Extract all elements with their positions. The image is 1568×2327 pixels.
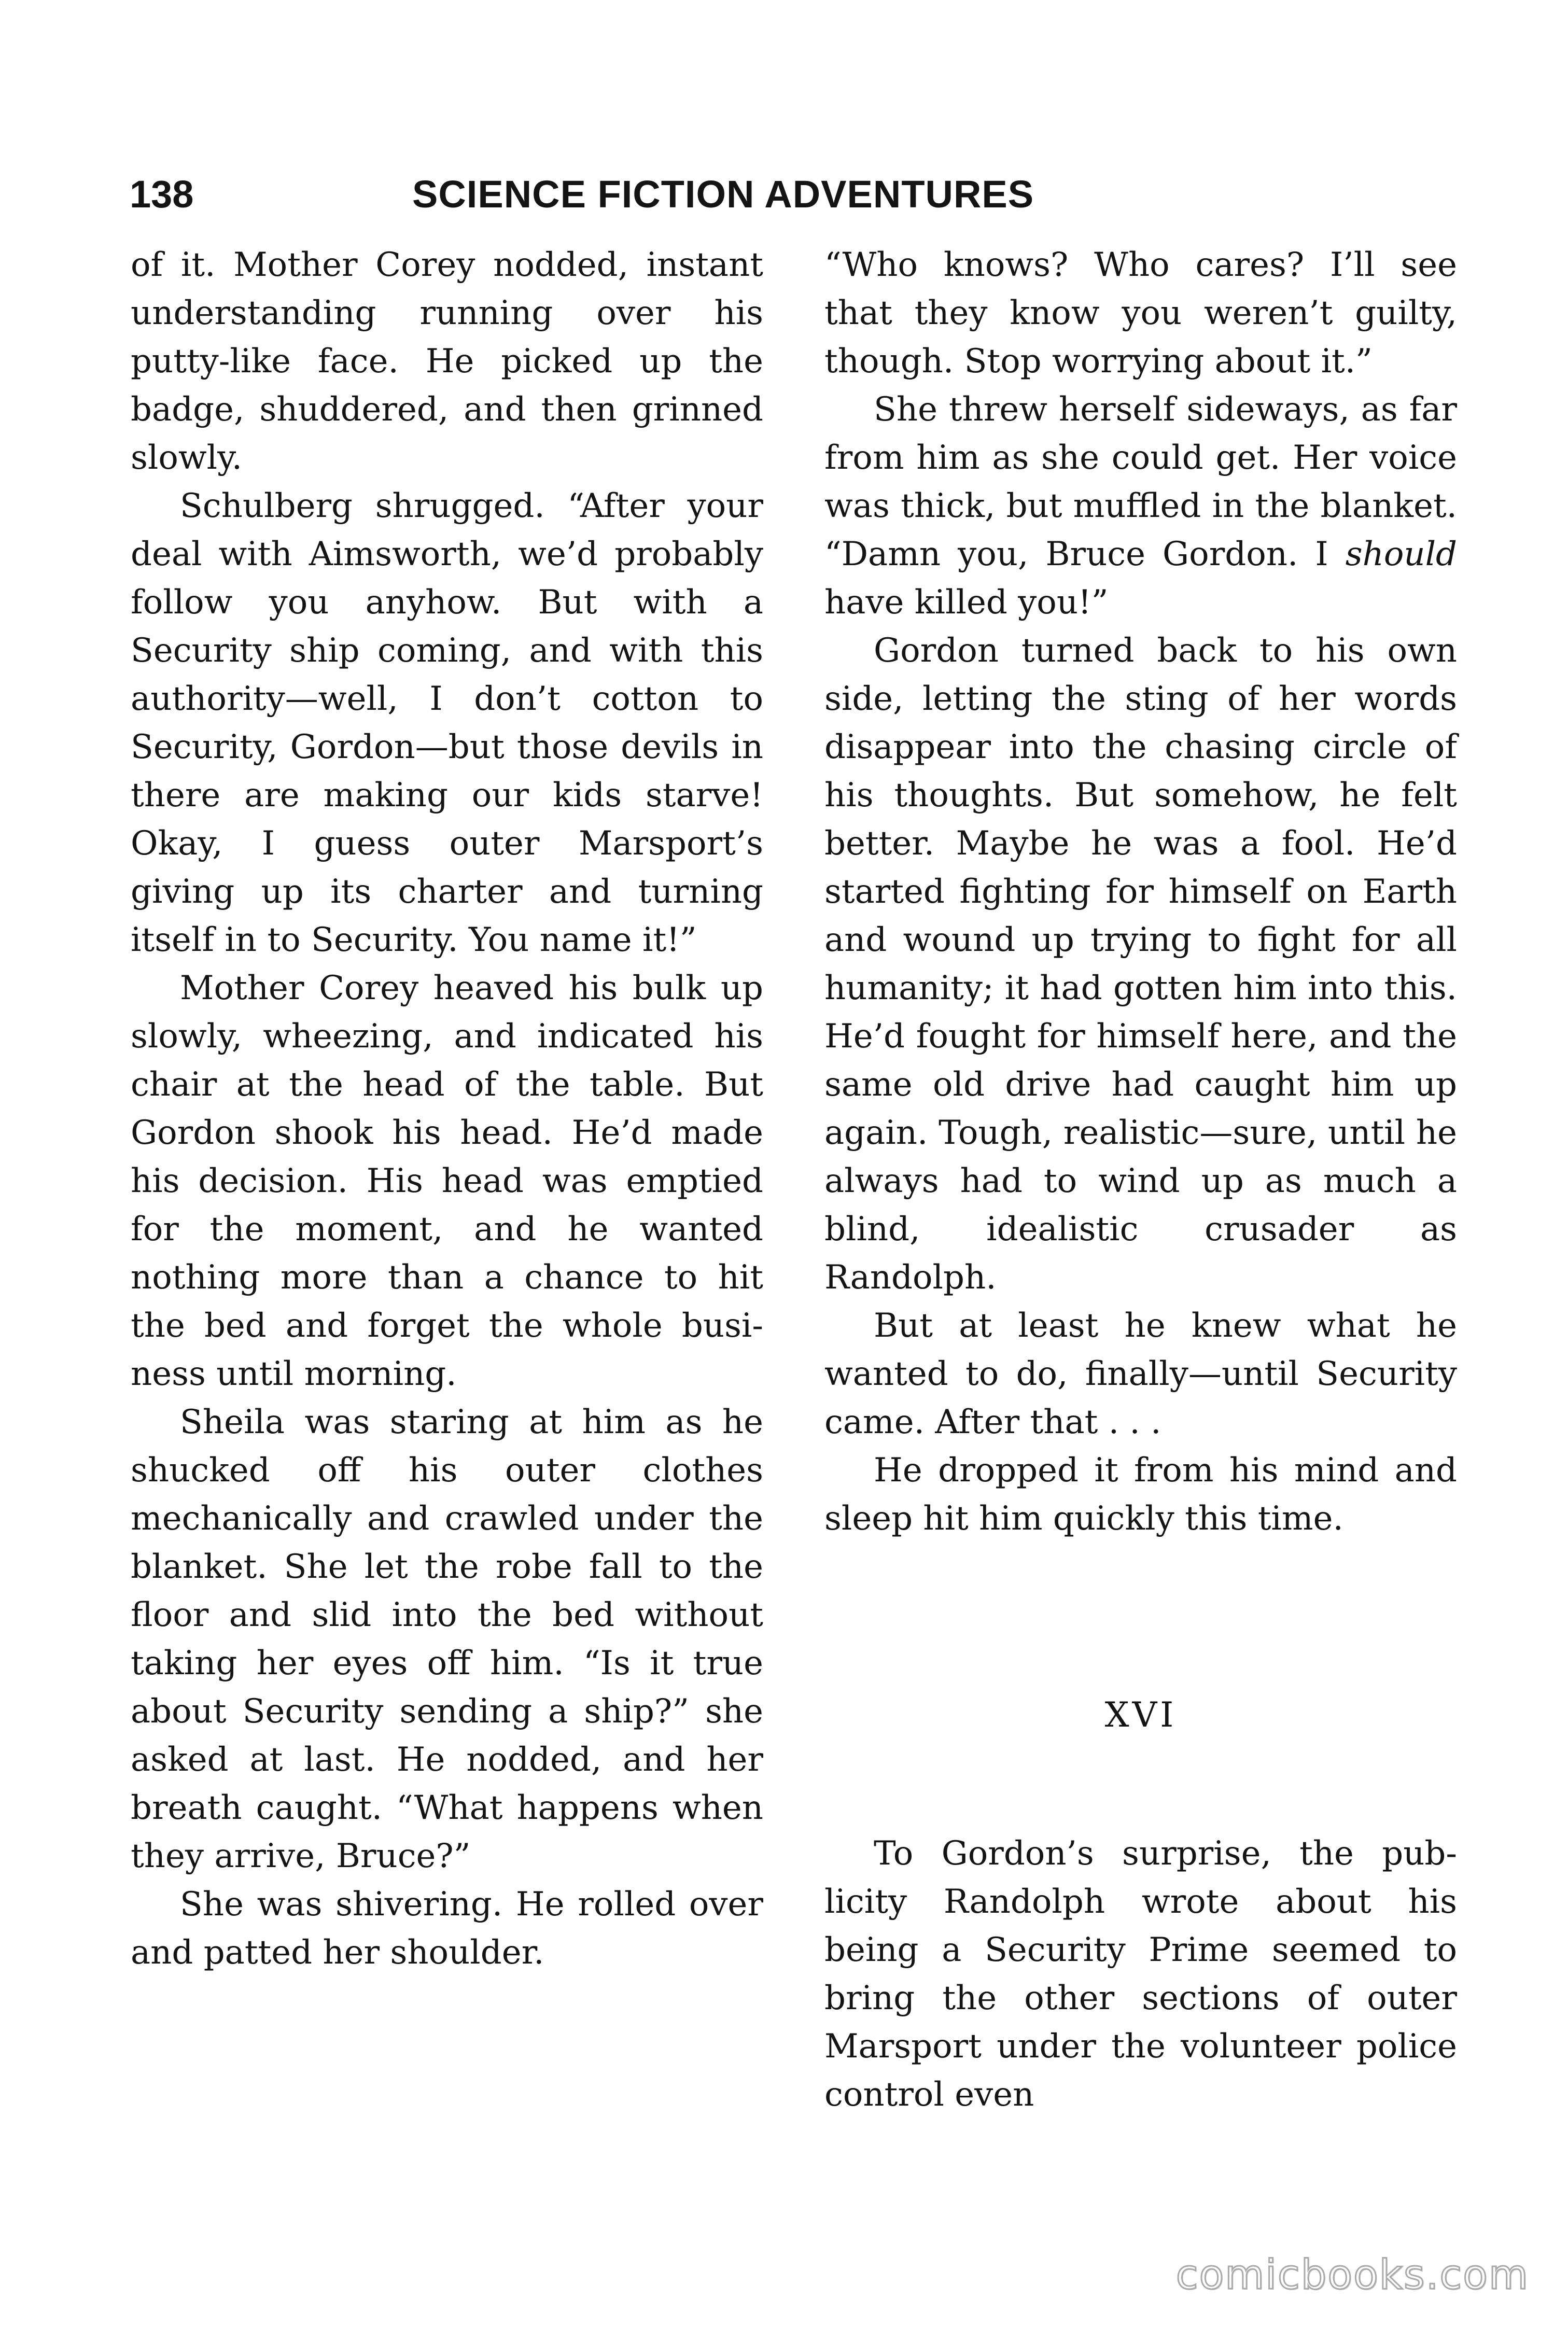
paragraph-text: have killed you!”: [824, 583, 1109, 622]
page-number: 138: [130, 173, 194, 216]
paragraph: He dropped it from his mind and sleep hit him quickly this time.: [824, 1451, 1457, 1538]
paragraph: To Gordon’s surprise, the publicity Randolph wrote about his being a Security Prime seemed to bring the other sections of outer Marsport under the volunteer police control even: [824, 1834, 1457, 2114]
paragraph: Gordon turned back to his own side, letting the sting of her words disappear into the chasing circle of his thoughts. But somehow, he felt better. Maybe he was a fool. He’d started fighting for himself on Earth and wound up trying to fight for all humanity; it had gotten him into this. He’d fought for himself here, and the same old drive had caught him up again. Tough, realistic—sure, until he always had to wind up as much a blind, idealistic crusader as Randolph.: [824, 632, 1457, 1297]
paragraph: “Who knows? Who cares? I’ll see that they know you weren’t guilty, though. Stop worrying about it.”: [824, 246, 1457, 381]
page-header: [130, 166, 1094, 223]
paragraph: of it. Mother Corey nodded, instant understanding running over his putty-like face. He picked up the badge, shuddered, and then grinned slowly.: [131, 246, 763, 477]
left-column: [131, 241, 763, 1977]
paragraph: She was shivering. He rolled over and patted her shoulder.: [131, 1885, 763, 1972]
paragraph-text: She threw herself sideways, as far from him as she could get. Her voice was thick, but muffled in the blanket. “Damn you, Bruce Gordon. I: [824, 390, 1457, 573]
watermark: comicbooks.com: [1175, 2252, 1529, 2298]
paragraph: Sheila was staring at him as he shucked off his outer clothes mechanically and crawled under the blanket. She let the robe fall to the floor and slid into the bed without taking her eyes off him. “Is it true about Security sending a ship?” she asked at last. He nodded, and her breath caught. “What happens when they arrive, Bruce?”: [131, 1403, 763, 1875]
emphasis-text: should: [1345, 535, 1457, 573]
paragraph: [824, 386, 1457, 627]
paragraph: Schulberg shrugged. “After your deal with Aimsworth, we’d probably follow you anyhow. But with a Security ship coming, and with this authority—well, I don’t cotton to Security, Gordon—but those devils in there are making our kids starve! Okay, I guess outer Marsport’s giving up its charter and turning itself in to Security. You name it!”: [131, 487, 763, 959]
paragraph: Mother Corey heaved his bulk up slowly, wheezing, and indicated his chair at the head of the table. But Gordon shook his head. He’d made his decision. His head was emptied for the moment, and he wanted nothing more than a chance to hit the bed and forget the whole business until morning.: [131, 969, 763, 1393]
running-title: SCIENCE FICTION ADVENTURES: [412, 173, 1034, 216]
chapter-heading: XVI: [1104, 1695, 1177, 1735]
right-column: [824, 241, 1457, 2119]
paragraph: But at least he knew what he wanted to do, finally—until Security came. After that . . .: [824, 1307, 1457, 1441]
